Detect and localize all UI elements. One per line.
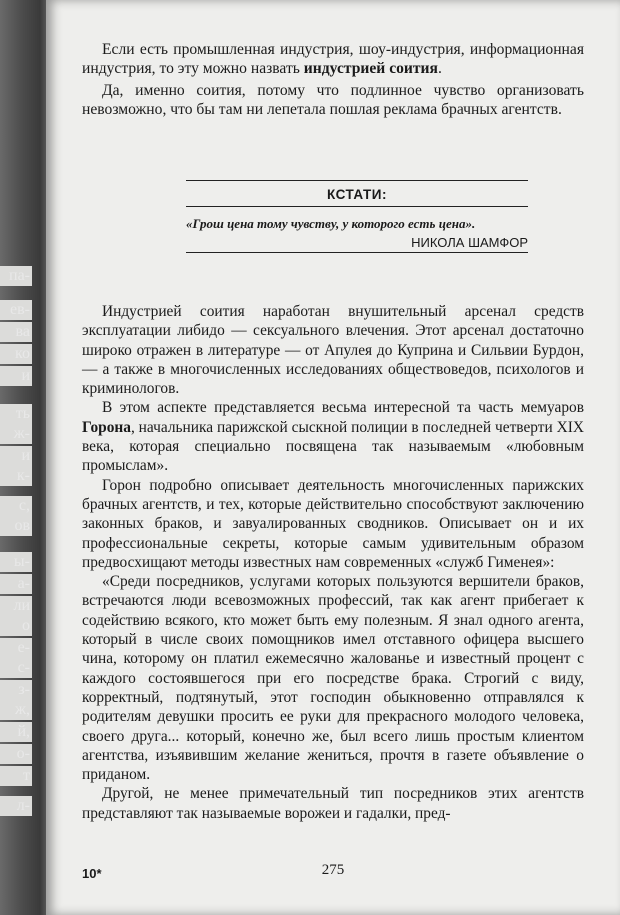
intro-text-run: . <box>437 60 442 78</box>
sidebar-title: КСТАТИ: <box>327 187 387 202</box>
facing-page-fragment: ли <box>0 596 32 616</box>
intro-paragraph <box>82 40 584 79</box>
facing-page-fragment: ко <box>0 344 32 364</box>
facing-page-fragment: й, <box>0 722 32 742</box>
main-text <box>82 302 584 823</box>
facing-page-fragment: к- <box>0 466 32 486</box>
bottom-rule <box>186 252 528 253</box>
facing-page-fragment: ть <box>0 404 32 424</box>
facing-page-fragment: и <box>0 366 32 386</box>
intro-text <box>82 40 584 120</box>
facing-page-fragment: и <box>0 446 32 466</box>
body-text-run: В этом аспекте представляется весьма интересной та часть мемуаров <box>102 399 584 417</box>
facing-page-fragment: па- <box>0 266 32 286</box>
emphasis-name: Горона <box>82 418 131 436</box>
facing-page-fragment: о- <box>0 744 32 764</box>
facing-page-fragment: ы- <box>0 552 32 572</box>
facing-page-fragment: ов <box>0 516 32 536</box>
facing-page-edge <box>0 0 46 915</box>
facing-page-fragment: ж, <box>0 700 32 720</box>
emphasis-term: индустрией соития <box>303 60 438 78</box>
body-text-run: , начальника парижской сыскной полиции в последней четверти XIX века, которая специально посвящена так называемым «любовным промыслам». <box>82 418 584 475</box>
body-paragraph: Горон подробно описывает деятельность многочисленных парижских брачных агентств, и тех, которые действительно способствуют заключению законных браков, и завуалированных сводников. Описывает он и их профессиональные секреты, которые самым удивительным образом предвосхищают методы известных нам современных «служб Гименея»: <box>82 476 584 571</box>
facing-page-fragment: ва <box>0 322 32 342</box>
facing-page-fragment: з- <box>0 680 32 700</box>
facing-page-fragment: с- <box>0 658 32 678</box>
facing-page-fragment: ев- <box>0 300 32 320</box>
facing-page-fragment: с, <box>0 496 32 516</box>
body-paragraph: Индустрией соития наработан внушительный арсенал средств эксплуатации либидо — сексуального влечения. Этот арсенал достаточно широко отражен в литературе — от Апулея до Куприна и Сильвии Бурдон,— а также в многочисленных исследованиях обществоведов, психологов и криминологов. <box>82 303 584 398</box>
sidebar-quote-box <box>186 180 528 253</box>
facing-page-fragment: ж- <box>0 424 32 444</box>
intro-text-run: Если есть промышленная индустрия, шоу-индустрия, информационная индустрия, то эту можно назвать <box>82 41 584 78</box>
facing-page-fragment: т <box>0 766 32 786</box>
intro-paragraph: Да, именно соития, потому что подлинное чувство организовать невозможно, что бы там ни лепетала пошлая реклама брачных агентств. <box>82 81 584 119</box>
book-page <box>46 0 620 915</box>
facing-page-fragment: е- <box>0 638 32 658</box>
signature-mark: 10* <box>82 866 102 881</box>
facing-page-fragment: о <box>0 616 32 636</box>
page-number: 275 <box>321 862 345 878</box>
body-paragraph: «Среди посредников, услугами которых пользуются вершители браков, встречаются люди всевозможных профессий, так как агент прибегает к содействию всякого, кто может быть ему полезным. Я знал одного агента, который в числе своих помощников имел отставного офицера высшего чина, которому он платил ежемесячно жалованье и известный процент с каждого состоявшегося при его посредстве брака. Строгий с виду, корректный, подтянутый, этот господин обыкновенно отправлялся к родителям девушки просить ее руки для прекрасного молодого человека, своего друга... который, конечно же, был всего лишь простым клиентом агентства, изъявившим желание жениться, прочтя в газете объявление о приданом. <box>82 573 584 784</box>
body-paragraph: Другой, не менее примечательный тип посредников этих агентств представляют так называемые ворожеи и гадалки, пред- <box>82 785 584 822</box>
facing-page-fragment: л- <box>0 796 32 816</box>
body-paragraph <box>82 398 584 475</box>
quote-author: НИКОЛА ШАМФОР <box>411 235 528 250</box>
epigraph-quote: «Грош цена тому чувству, у которого есть цена». <box>186 216 476 231</box>
facing-page-fragment: а- <box>0 574 32 594</box>
